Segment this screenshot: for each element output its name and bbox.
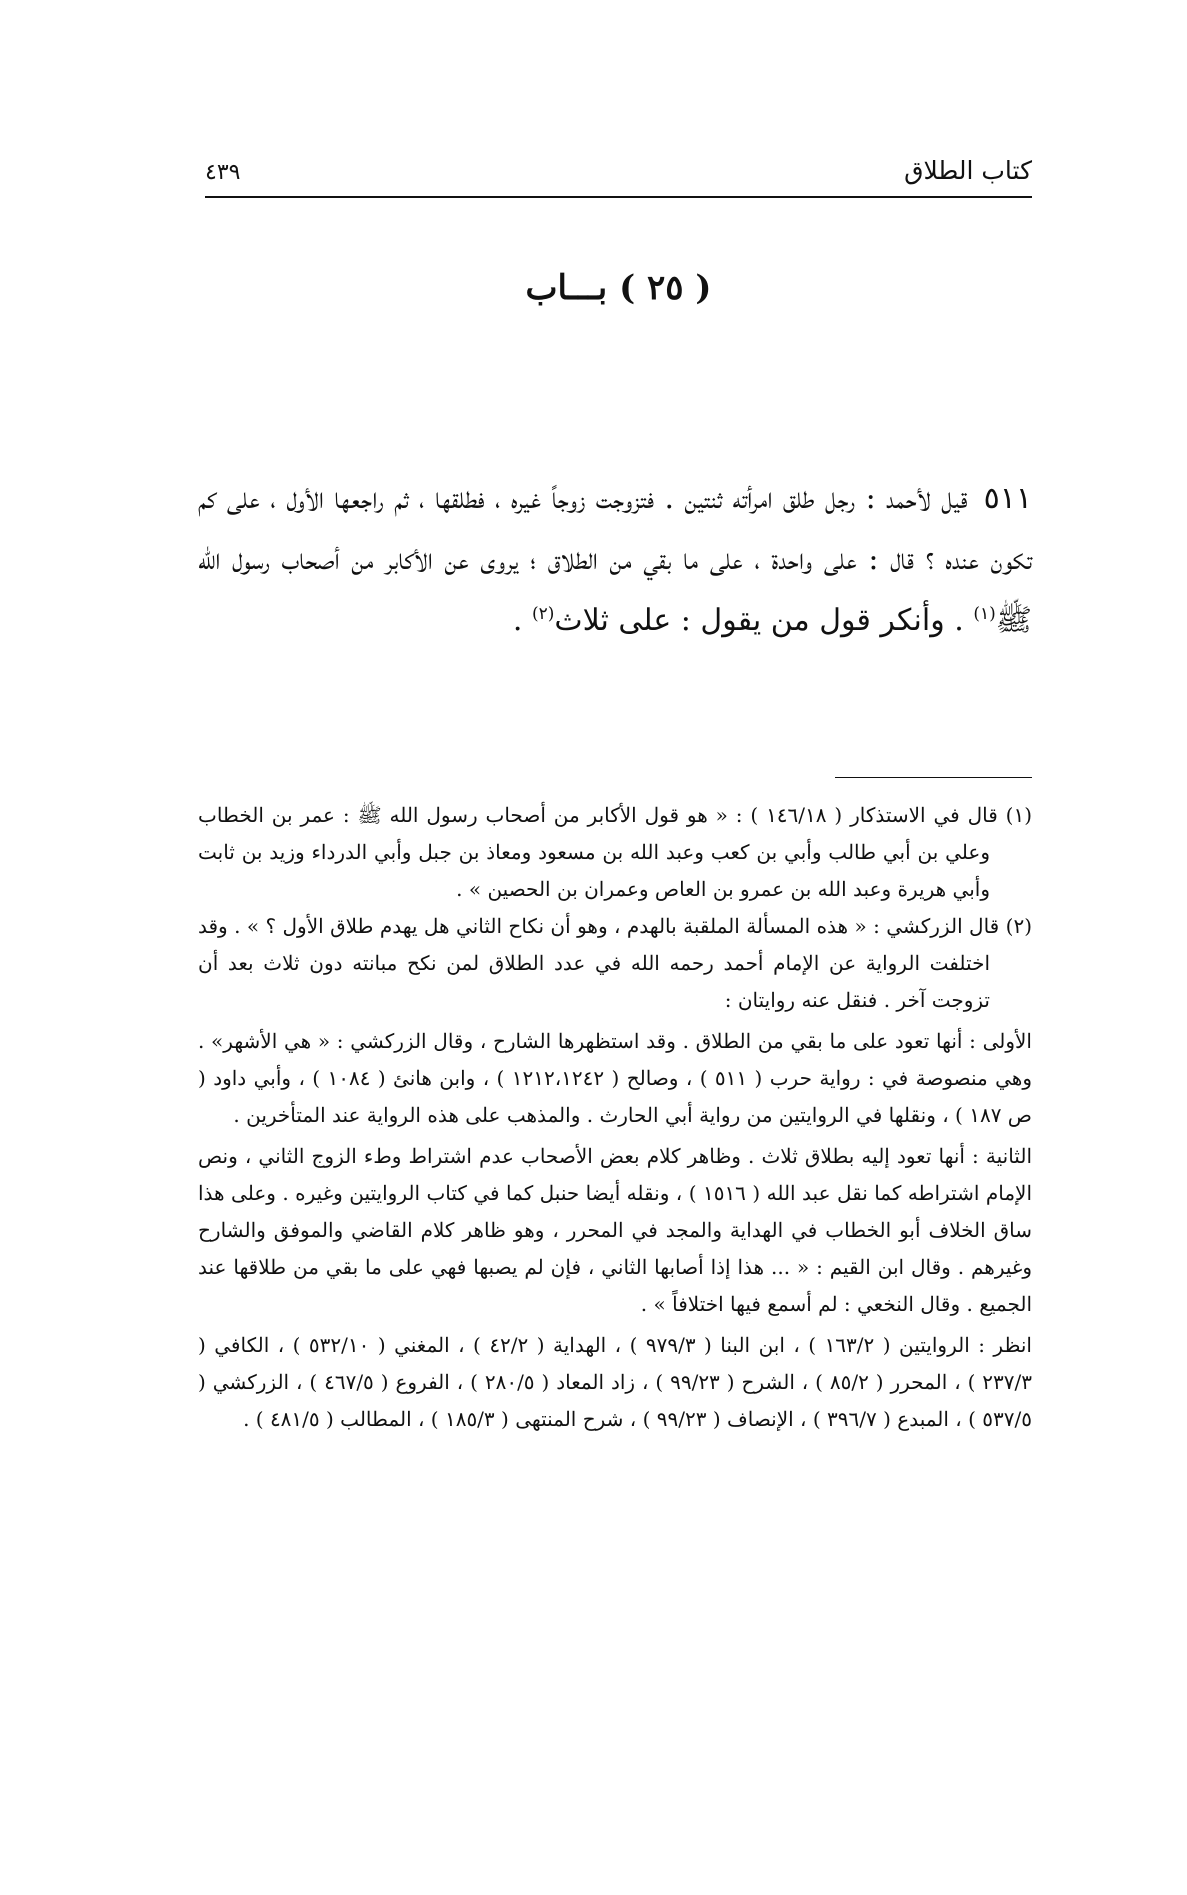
footnote-1: (١) قال في الاستذكار ( ١٤٦/١٨ ) : « هو قول الأكابر من أصحاب رسول الله ﷺ : عمر بن الخطاب وعلي بن أبي طالب وأبي بن كعب وعبد الله بن مسعود ومعاذ بن جبل وأبي الدرداء وزيد بن ثابت وأبي هريرة وعبد الله بن عمرو بن العاص وعمران بن الحصين » .	[198, 803, 1032, 901]
footnote-separator	[835, 777, 1032, 778]
footnote-2-second-narration: الثانية : أنها تعود إليه بطلاق ثلاث . وظاهر كلام بعض الأصحاب عدم اشتراط وطء الزوج الثاني ، ونص الإمام اشتراطه كما نقل عبد الله ( ١٥١٦ ) ، ونقله أيضا حنبل كما في كتاب الروايتين وغيره . وعلى هذا ساق الخلاف أبو الخطاب في الهداية والمجد في المحرر ، وهو ظاهر كلام القاضي والموفق والشارح وغيرهم . وقال ابن القيم : « ... هذا إذا أصابها الثاني ، فإن لم يصبها فهي على ما بقي من طلاقها عند الجميع . وقال النخعي : لم أسمع فيها اختلافاً » .	[198, 1144, 1032, 1316]
footnote-2-intro: (٢) قال الزركشي : « هذه المسألة الملقبة بالهدم ، وهو أن نكاح الثاني هل يهدم طلاق الأول ؟ » . وقد اختلفت الرواية عن الإمام أحمد رحمه الله في عدد الطلاق لمن نكح مبانته دون ثلاث بعد أن تزوجت آخر . فنقل عنه روايتان :	[198, 914, 1032, 1012]
footnote-2-references: انظر : الروايتين ( ١٦٣/٢ ) ، ابن البنا ( ٩٧٩/٣ ) ، الهداية ( ٤٢/٢ ) ، المغني ( ٥٣٢/١٠ ) ، الكافي ( ٢٣٧/٣ ) ، المحرر ( ٨٥/٢ ) ، الشرح ( ٩٩/٢٣ ) ، زاد المعاد ( ٢٨٠/٥ ) ، الفروع ( ٤٦٧/٥ ) ، الزركشي ( ٥٣٧/٥ ) ، المبدع ( ٣٩٦/٧ ) ، الإنصاف ( ٩٩/٢٣ ) ، شرح المنتهى ( ١٨٥/٣ ) ، المطالب ( ٤٨١/٥ ) .	[198, 1333, 1033, 1431]
footnote-2-first-narration: الأولى : أنها تعود على ما بقي من الطلاق . وقد استظهرها الشارح ، وقال الزركشي : « هي الأشهر» . وهي منصوصة في : رواية حرب ( ٥١١ ) ، وصالح ( ١٢١٢،١٢٤٢ ) ، وابن هانئ ( ١٠٨٤ ) ، وأبي داود ( ص ١٨٧ ) ، ونقلها في الروايتين من رواية أبي الحارث . والمذهب على هذه الرواية عند المتأخرين .	[198, 1029, 1033, 1127]
footnotes	[198, 797, 1032, 1438]
main-text-part-2: . وأنكر قول من يقول : على ثلاث	[554, 603, 964, 638]
footnote-ref-1[interactable]: (١)	[973, 604, 996, 624]
issue-number: ٥١١	[983, 481, 1032, 516]
chapter-heading: ( ٢٥ ) بـــاب	[525, 268, 712, 308]
main-text-part-1: قيل لأحمد : رجل طلق امرأته ثنتين . فتزوجت زوجاً غيره ، فطلقها ، ثم راجعها الأول ، على كم تكون عنده ؟ قال : على واحدة ، على ما بقي من الطلاق ؛ يروى عن الأكابر من أصحاب رسول الله ﷺ	[198, 481, 1032, 638]
footnote-ref-2[interactable]: (٢)	[531, 604, 555, 624]
main-text-part-3: .	[512, 603, 523, 638]
main-paragraph	[198, 468, 1032, 651]
header-rule	[205, 196, 1032, 198]
running-header	[205, 150, 1032, 194]
page-number: ٤٣٩	[205, 160, 241, 185]
book-title: كتاب الطلاق	[904, 156, 1032, 185]
